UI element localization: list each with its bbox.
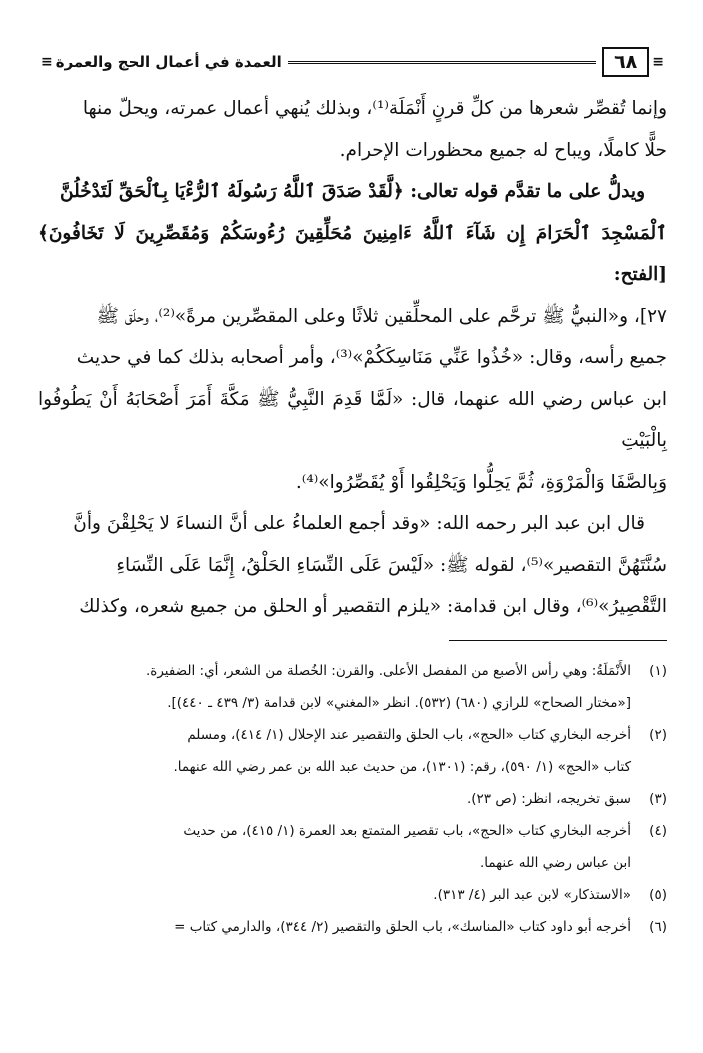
footnote-line: سبق تخريجه، انظر: (ص ٢٣). xyxy=(466,790,631,807)
main-text xyxy=(38,88,667,628)
footnote xyxy=(38,911,667,943)
text-line: جميع رأسه، وقال: «خُذُوا عَنِّي مَنَاسِكَكُمْ»⁽³⁾، وأمر أصحابه بذلك كما في حديث xyxy=(76,347,667,368)
text-line: قال ابن عبد البر رحمه الله: «وقد أجمع العلماءُ على أنَّ النساءَ لا يَحْلِقْنَ وأنَّ xyxy=(73,513,645,534)
header-rule xyxy=(288,61,596,64)
text-line: ويدلُّ على ما تقدَّم قوله تعالى: ﴿لَّقَدْ صَدَقَ ٱللَّهُ رَسُولَهُ ٱلرُّءْيَا بِٱلْحَقِّ لَتَدْخُلُنَّ xyxy=(60,181,645,202)
footnote-line: كتاب «الحج» (١/ ٥٩٠)، رقم: (١٣٠١)، من حديث عبد الله بن عمر رضي الله عنهما. xyxy=(173,758,631,775)
footnote-line: ابن عباس رضي الله عنهما. xyxy=(479,854,631,871)
footnote-line: [«مختار الصحاح» للرازي (٦٨٠) (٥٣٢). انظر «المغني» لابن قدامة (٣/ ٤٣٩ ـ ٤٤٠)]. xyxy=(167,694,631,711)
footnote-divider xyxy=(449,640,667,641)
text-line: حلًّا كاملًا، ويباح له جميع محظورات الإحرام. xyxy=(339,139,667,161)
footnote-number: (٣) xyxy=(649,790,667,807)
running-title: العمدة في أعمال الحج والعمرة xyxy=(55,53,282,71)
footnote-number: (٥) xyxy=(649,886,667,903)
footnote-line: أخرجه البخاري كتاب «الحج»، باب الحلق والتقصير عند الإحلال (١/ ٤١٤)، ومسلم xyxy=(187,726,631,743)
footnote xyxy=(38,719,667,783)
footnote-line: الأَنْمَلَةُ: وهي رأس الأصبع من المفصل الأعلى. والقرن: الخُصلة من الشعر، أي: الضفيرة. xyxy=(145,662,631,679)
footnote-number: (٦) xyxy=(649,918,667,935)
header-mark-left: ≡ xyxy=(41,54,53,70)
text-line: سُنَّتَهُنَّ التقصير»⁽⁵⁾، لقوله ﷺ: «لَيْسَ عَلَى النِّسَاءِ الحَلْقُ، إِنَّمَا عَلَى النِّسَاءِ xyxy=(116,554,667,576)
footnote-number: (٤) xyxy=(649,822,667,839)
footnote xyxy=(38,783,667,815)
footnote xyxy=(38,879,667,911)
footnote-line: أخرجه البخاري كتاب «الحج»، باب تقصير المتمتع بعد العمرة (١/ ٤١٥)، من حديث xyxy=(183,822,631,839)
footnote-line: «الاستذكار» لابن عبد البر (٤/ ٣١٣). xyxy=(433,886,631,903)
footnote xyxy=(38,815,667,879)
text-line: ابن عباس رضي الله عنهما، قال: «لَمَّا قَدِمَ النَّبِيُّ ﷺ مَكَّةَ أَمَرَ أَصْحَابَهُ أَنْ يَطُوفُوا بِالْبَيْتِ xyxy=(38,388,667,451)
text-line: وَبِالصَّفَا وَالْمَرْوَةِ، ثُمَّ يَحِلُّوا وَيَحْلِقُوا أَوْ يُقَصِّرُوا»⁽⁴⁾. xyxy=(295,471,667,493)
footnote xyxy=(38,655,667,719)
book-page xyxy=(38,40,667,1053)
text-line: وإنما تُقصِّر شعرها من كلِّ قرنٍ أَنْمَلَة⁽¹⁾، وبذلك يُنهي أعمال عمرته، ويحلّ منها xyxy=(82,98,667,119)
text-line: ٢٧]، و«النبيُّ ﷺ ترحَّم على المحلِّقين ثلاثًا وعلى المقصِّرين مرةً»⁽²⁾، وحلَق ﷺ xyxy=(96,305,667,327)
footnote-line: أخرجه أبو داود كتاب «المناسك»، باب الحلق والتقصير (٢/ ٣٤٤)، والدارمي كتاب = xyxy=(174,918,631,935)
page-number: ٦٨ xyxy=(602,47,649,77)
footnote-number: (١) xyxy=(649,662,667,679)
header-mark-right: ≡ xyxy=(652,54,664,70)
footnotes xyxy=(38,655,667,943)
footnote-number: (٢) xyxy=(649,726,667,743)
text-line: التَّقْصِيرُ»⁽⁶⁾، وقال ابن قدامة: «يلزم التقصير أو الحلق من جميع شعره، وكذلك xyxy=(79,596,667,617)
text-line: ٱلْمَسْجِدَ ٱلْحَرَامَ إِن شَآءَ ٱللَّهُ ءَامِنِينَ مُحَلِّقِينَ رُءُوسَكُمْ وَمُقَصِّرِينَ لَا تَخَافُونَ﴾ [الفتح: xyxy=(38,222,667,285)
running-header xyxy=(38,40,667,84)
